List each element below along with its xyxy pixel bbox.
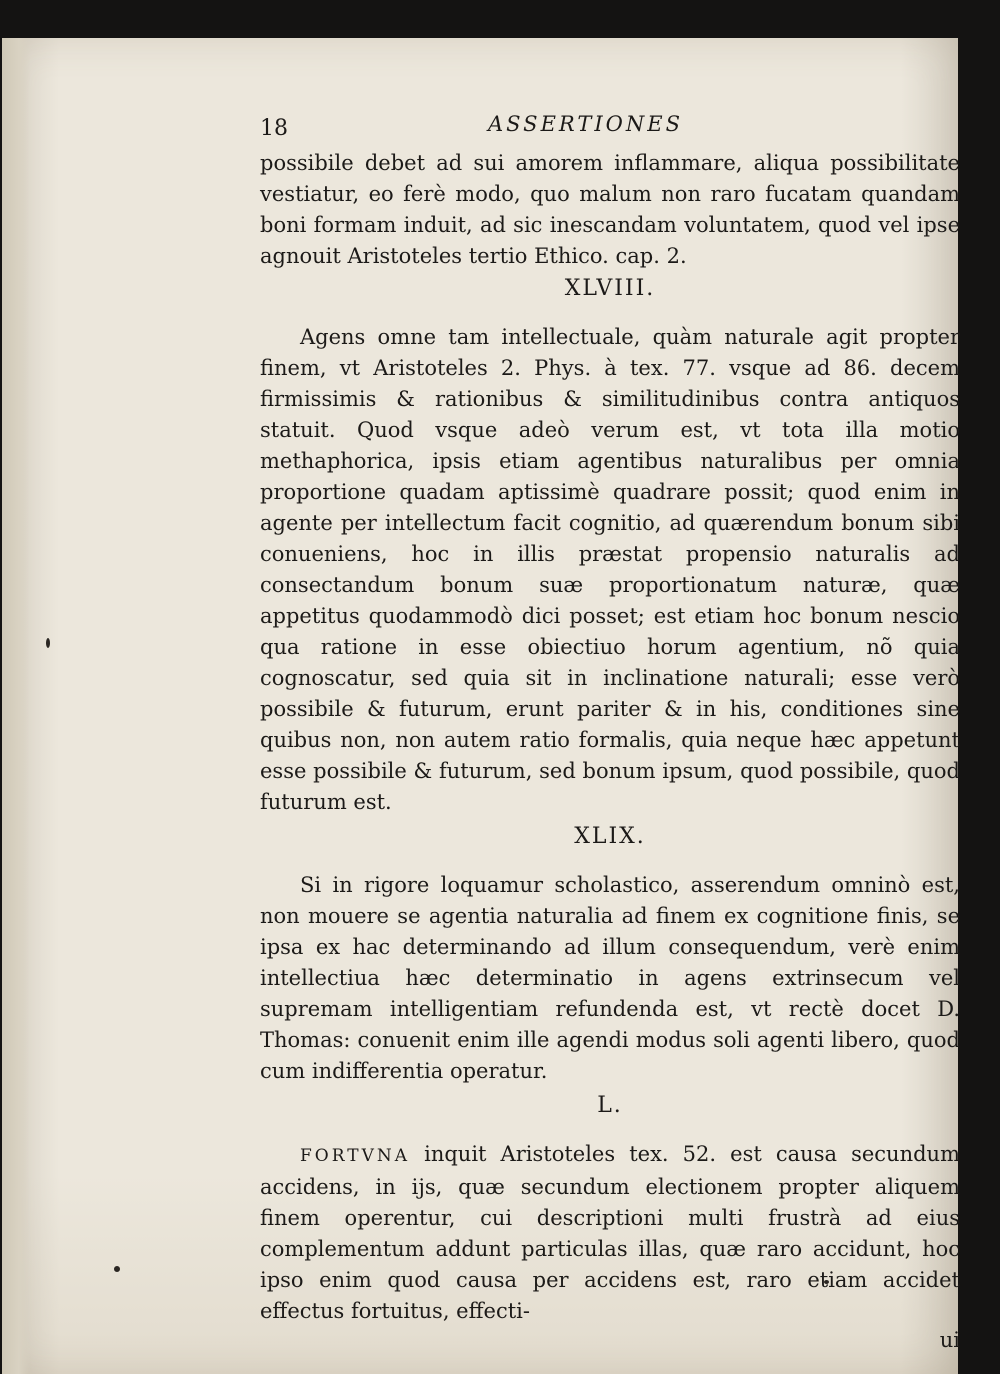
intro-paragraph: possibile debet ad sui amorem inflammare, aliqua possibilitate vestiatur, eo ferè modo, quo malum non raro fucatam quandam boni formam induit, ad sic inescandam voluntatem, quod vel ipse agnouit Aristoteles tertio Ethico. cap. 2. — [260, 151, 960, 268]
section-heading-xlix: XLIX. — [574, 824, 646, 849]
section-lead-word: FORTVNA — [300, 1146, 411, 1166]
section-heading-xlviii: XLVIII. — [564, 276, 656, 301]
page-gutter-edge — [2, 38, 30, 1374]
page-number: 18 — [260, 116, 288, 141]
section-heading-l: L. — [597, 1093, 623, 1118]
page-text-block — [260, 108, 960, 1353]
ink-speck — [46, 638, 50, 648]
section-text-l-body: inquit Aristoteles tex. 52. est causa secundum accidens, in ijs, quæ secundum electionem propter aliquem finem operentur, cui descriptioni multi frustrà ad eius complementum addunt particulas illas, quæ raro accidunt, hoc ipso enim quod causa per accidens est, raro etiam accidet effectus fortuitus, effecti- — [260, 1142, 960, 1323]
section-text-xlix: Si in rigore loquamur scholastico, asserendum omninò est, non mouere se agentia naturalia ad finem ex cognitione finis, se ipsa ex hac determinando ad illum consequendum, verè enim intellectiua hæc determinatio in agens extrinsecum vel supremam intelligentiam refundenda est, vt rectè docet D. Thomas: conuenit enim ille agendi modus soli agenti libero, quod cum indifferentia operatur. — [260, 873, 960, 1083]
section-text-l — [260, 1139, 960, 1327]
ink-speck — [114, 1266, 120, 1272]
book-page — [2, 38, 958, 1374]
catchword: ui — [939, 1328, 960, 1352]
section-text-xlviii: Agens omne tam intellectuale, quàm naturale agit propter finem, vt Aristoteles 2. Phys. à tex. 77. vsque ad 86. decem firmissimis & rationibus & similitudinibus contra antiquos statuit. Quod vsque adeò verum est, vt tota illa motio methaphorica, ipsis etiam agentibus naturalibus per omnia proportione quadam aptissimè quadrare possit; quod enim in agente per intellectum facit cognitio, ad quærendum bonum sibi conueniens, hoc in illis præstat propensio naturalis ad consectandum bonum suæ proportionatum naturæ, quæ appetitus quodammodò dici posset; est etiam hoc bonum nescio qua ratione in esse obiectiuo horum agentium, nõ quia cognoscatur, sed quia sit in inclinatione naturali; esse verò possibile & futurum, erunt pariter & in his, conditiones sine quibus non, non autem ratio formalis, quia neque hæc appetunt esse possibile & futurum, sed bonum ipsum, quod possibile, quod futurum est. — [260, 325, 960, 814]
running-head — [260, 108, 960, 148]
running-head-title: ASSERTIONES — [488, 112, 683, 136]
